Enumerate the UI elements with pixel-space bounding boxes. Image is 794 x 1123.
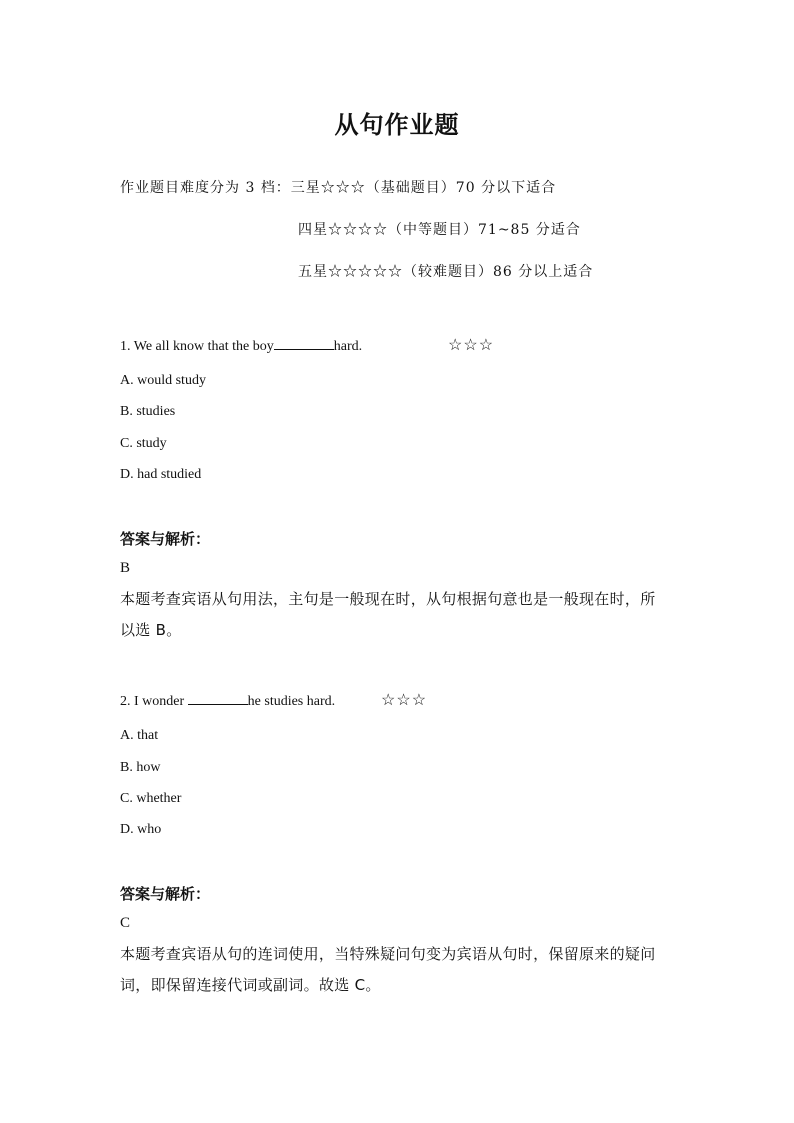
question-1-option-a: A. would study <box>120 373 206 388</box>
question-2-blank <box>188 692 248 705</box>
difficulty-line-1: 作业题目难度分为 3 档：三星☆☆☆（基础题目）70 分以下适合 <box>120 180 557 196</box>
page-title: 从句作业题 <box>334 111 460 139</box>
question-2-stars: ☆☆☆ <box>381 690 428 709</box>
question-2-option-c: C. whether <box>120 791 182 806</box>
question-1-option-c: C. study <box>120 436 167 451</box>
question-1-explanation: 本题考查宾语从句用法，主句是一般现在时，从句根据句意也是一般现在时，所以选 B。 <box>120 590 656 639</box>
question-2-answer: C <box>120 915 131 931</box>
difficulty-line-3: 五星☆☆☆☆☆（较难题目）86 分以上适合 <box>298 264 594 280</box>
question-2-stem <box>120 692 335 710</box>
difficulty-line-2: 四星☆☆☆☆（中等题目）71~85 分适合 <box>298 222 581 238</box>
question-1-answer-heading: 答案与解析： <box>120 530 211 548</box>
question-2-answer-heading: 答案与解析： <box>120 885 211 903</box>
question-2-option-b: B. how <box>120 760 161 775</box>
question-1-answer: B <box>120 560 131 576</box>
question-2-prefix: 2. I wonder <box>120 694 188 709</box>
question-1-option-d: D. had studied <box>120 467 202 482</box>
question-2-suffix: he studies hard. <box>247 694 336 709</box>
question-1-blank <box>274 337 334 350</box>
question-1-stars: ☆☆☆ <box>448 335 495 354</box>
question-2-option-d: D. who <box>120 822 162 837</box>
question-1-prefix: 1. We all know that the boy <box>120 339 274 354</box>
question-2-option-a: A. that <box>120 728 159 743</box>
question-1-option-b: B. studies <box>120 404 176 419</box>
question-1-stem <box>120 337 362 355</box>
question-1-suffix: hard. <box>333 339 363 354</box>
question-2-explanation: 本题考查宾语从句的连词使用，当特殊疑问句变为宾语从句时，保留原来的疑问词，即保留连接代词或副词。故选 C。 <box>120 945 656 994</box>
